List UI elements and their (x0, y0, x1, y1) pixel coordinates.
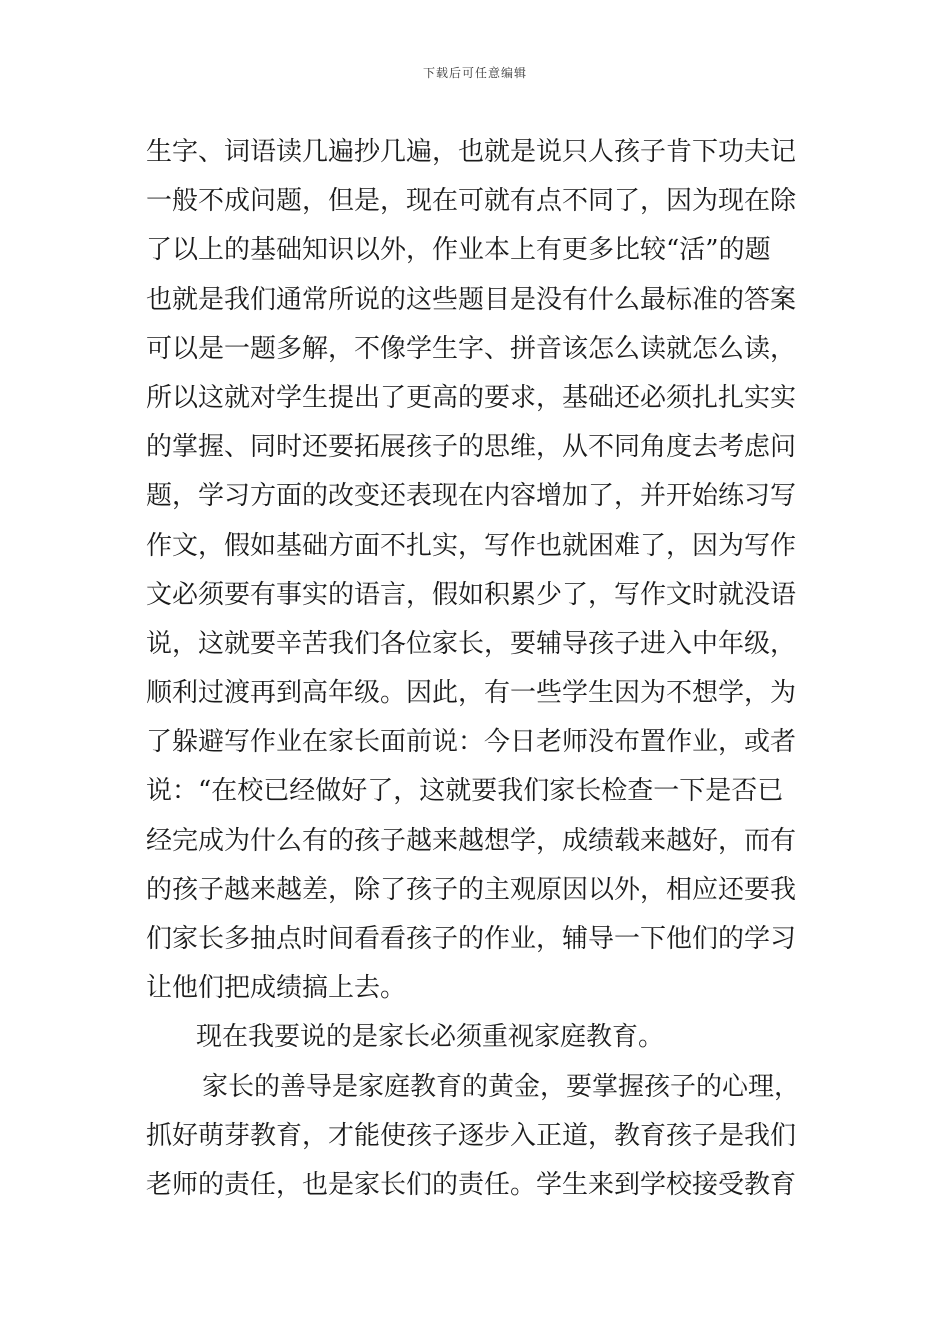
body-text (146, 128, 812, 1210)
text-line: 也就是我们通常所说的这些题目是没有什么最标准的答案 (146, 284, 797, 315)
text-line: 们家长多抽点时间看看孩子的作业，辅导一下他们的学习 (146, 924, 797, 954)
text-line: 老师的责任，也是家长们的责任。学生来到学校接受教育 (146, 1169, 797, 1200)
text-line: 可以是一题多解，不像学生字、拼音该怎么读就怎么读， (146, 333, 797, 364)
text-line: 题，学习方面的改变还表现在内容增加了，并开始练习写 (146, 481, 797, 512)
paragraph-start-line: 家长的善导是家庭教育的黄金，要掌握孩子的心理， (202, 1071, 801, 1102)
paragraph-start-line: 现在我要说的是家长必须重视家庭教育。 (196, 1022, 665, 1053)
text-line: 文必须要有事实的语言，假如积累少了，写作文时就没语 (146, 579, 797, 610)
text-line: 顺利过渡再到高年级。因此，有一些学生因为不想学，为 (146, 678, 797, 709)
text-line: 经完成为什么有的孩子越来越想学，成绩载来越好，而有 (146, 825, 797, 856)
text-line: 让他们把成绩搞上去。 (146, 973, 407, 1004)
text-line: 作文，假如基础方面不扎实，写作也就困难了，因为写作 (146, 530, 797, 561)
header-note: 下载后可任意编辑 (422, 66, 527, 80)
text-line: 说，这就要辛苦我们各位家长，要辅导孩子进入中年级， (146, 628, 797, 659)
text-line: 抓好萌芽教育，才能使孩子逐步入正道，教育孩子是我们 (146, 1120, 797, 1151)
text-line: 一般不成问题，但是，现在可就有点不同了，因为现在除 (146, 186, 797, 217)
text-line: 的掌握、同时还要拓展孩子的思维，从不同角度去考虑问 (146, 432, 797, 463)
text-line: 了躲避写作业在家长面前说：今日老师没布置作业，或者 (146, 727, 797, 758)
text-line: 了以上的基础知识以外，作业本上有更多比较“活”的题 (146, 235, 771, 266)
text-line: 的孩子越来越差，除了孩子的主观原因以外，相应还要我 (146, 874, 797, 905)
text-line: 说：“在校已经做好了，这就要我们家长检查一下是否已 (146, 776, 784, 807)
text-line: 所以这就对学生提出了更高的要求，基础还必须扎扎实实 (146, 382, 797, 413)
text-line: 生字、词语读几遍抄几遍，也就是说只人孩子肯下功夫记 (146, 137, 797, 167)
